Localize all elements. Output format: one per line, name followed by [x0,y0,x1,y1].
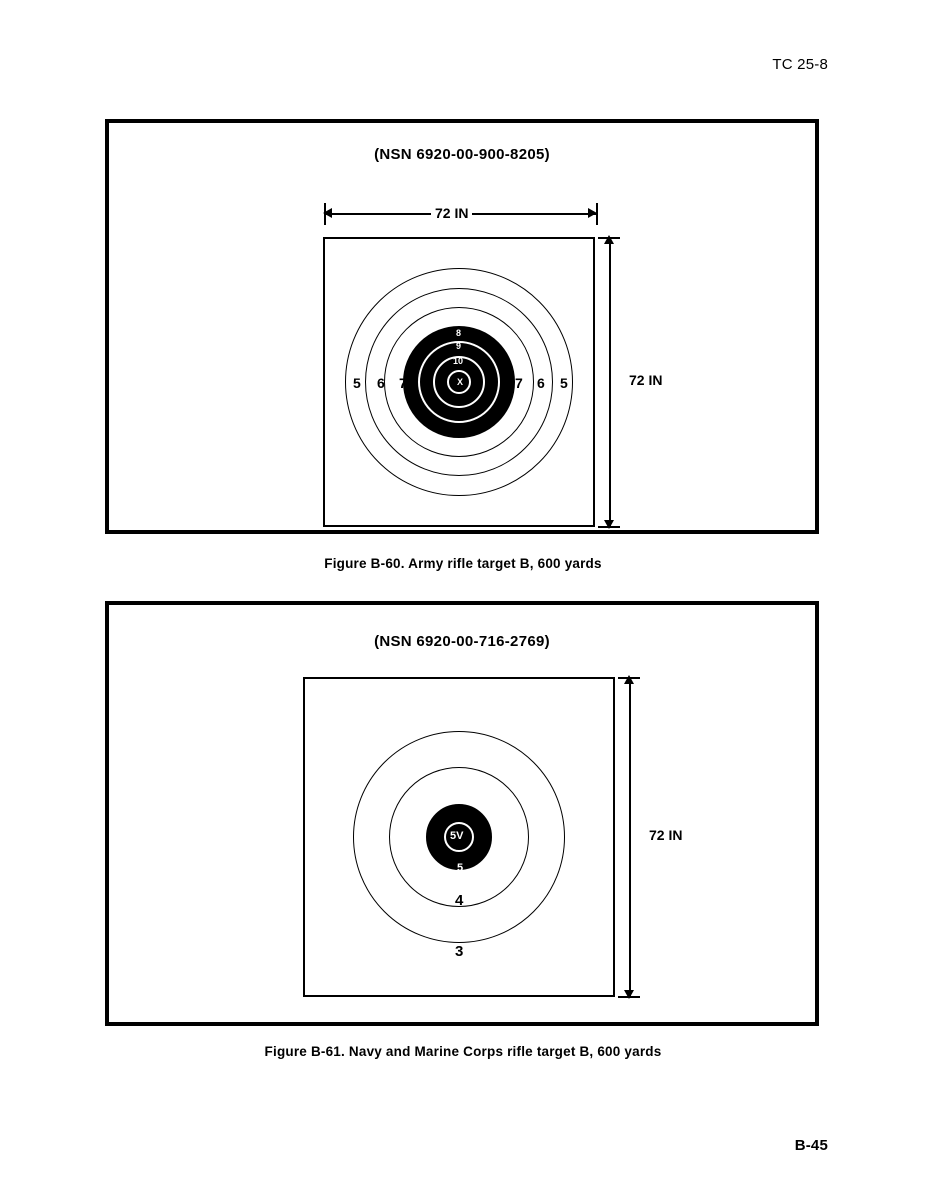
height-dimension-label: 72 IN [625,372,666,388]
ring-label-5v: 5V [450,830,464,842]
width-dimension-label: 72 IN [431,205,472,221]
height-tick-top [598,237,620,239]
height-tick-top-2 [618,677,640,679]
ring-label-10: 10 [453,356,464,366]
target-sheet-army [323,237,595,527]
figure-box-navy-target [105,601,819,1026]
ring-label-3-navy: 3 [455,943,464,960]
height-tick-bottom-2 [618,996,640,998]
ring-label-5-right: 5 [560,375,568,391]
height-dimension-line [609,237,611,527]
height-tick-bottom [598,526,620,528]
ring-label-7-right: 7 [515,375,523,391]
figure-box-army-target [105,119,819,534]
width-tick-left [324,203,326,225]
ring-label-9: 9 [456,341,462,351]
ring-label-4-navy: 4 [455,892,464,909]
ring-label-5-left: 5 [353,375,361,391]
page-footer: B-45 [794,1137,828,1154]
ring-label-5-navy: 5 [457,862,464,874]
figure-caption-army: Figure B-60. Army rifle target B, 600 yards [324,556,602,571]
width-tick-right [596,203,598,225]
target-sheet-navy [303,677,615,997]
ring-label-8: 8 [456,328,462,338]
height-dimension-line-2 [629,677,631,997]
ring-label-x: X [457,377,464,387]
ring-label-7-left: 7 [399,375,407,391]
page-header: TC 25-8 [772,56,828,73]
nsn-label-navy: (NSN 6920-00-716-2769) [374,633,550,650]
figure-caption-navy: Figure B-61. Navy and Marine Corps rifle target B, 600 yards [264,1044,662,1059]
nsn-label-army: (NSN 6920-00-900-8205) [374,146,550,163]
height-dimension-label-2: 72 IN [645,827,686,843]
ring-label-6-right: 6 [537,375,545,391]
ring-label-6-left: 6 [377,375,385,391]
